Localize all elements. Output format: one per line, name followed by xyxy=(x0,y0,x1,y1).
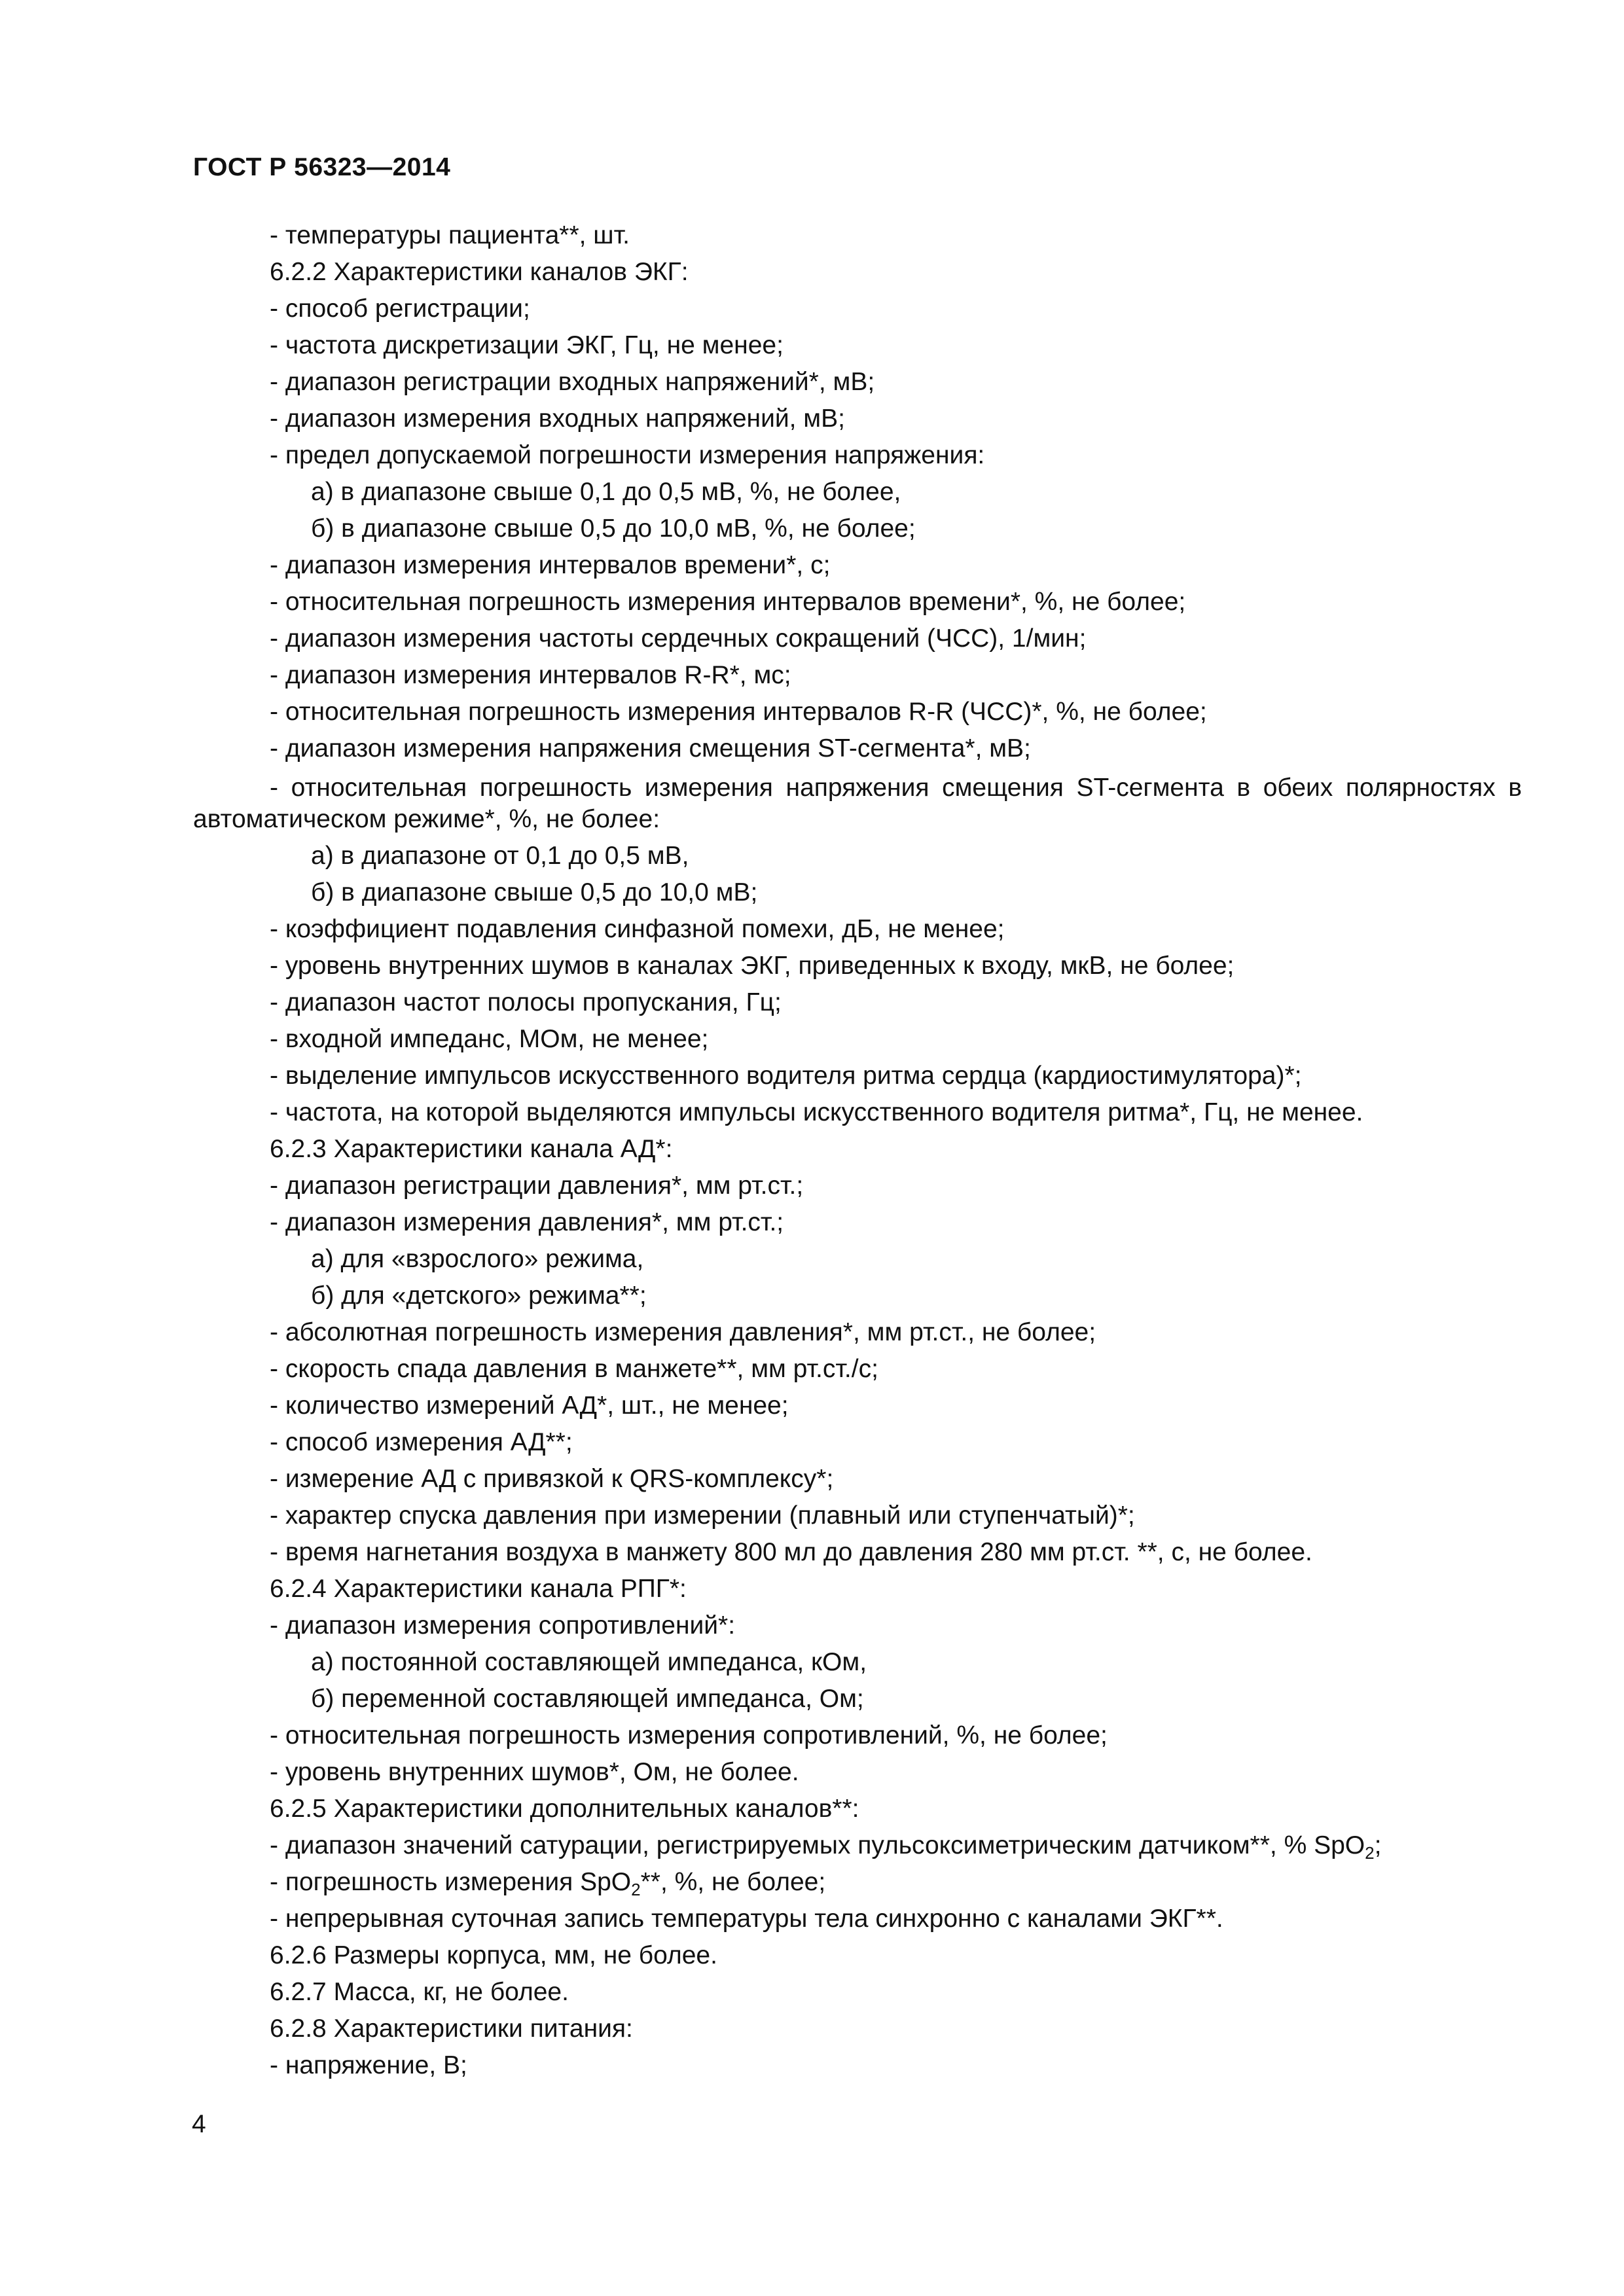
list-item: - частота, на которой выделяются импульсы искусственного водителя ритма*, Гц, не менее. xyxy=(270,1098,1363,1126)
section-heading: 6.2.6 Размеры корпуса, мм, не более. xyxy=(270,1941,717,1969)
list-item: - количество измерений АД*, шт., не менее; xyxy=(270,1391,789,1420)
list-item: - уровень внутренних шумов в каналах ЭКГ, приведенных к входу, мкВ, не более; xyxy=(270,952,1235,980)
list-item: - диапазон измерения интервалов R-R*, мс; xyxy=(270,661,791,689)
section-heading: 6.2.5 Характеристики дополнительных каналов**: xyxy=(270,1795,859,1823)
list-item: - выделение импульсов искусственного водителя ритма сердца (кардиостимулятора)*; xyxy=(270,1062,1302,1090)
sub-list-item: б) переменной составляющей импеданса, Ом; xyxy=(311,1685,864,1713)
section-heading: 6.2.3 Характеристики канала АД*: xyxy=(270,1135,673,1163)
list-item: - измерение АД с привязкой к QRS-комплексу*; xyxy=(270,1465,834,1493)
section-heading: 6.2.7 Масса, кг, не более. xyxy=(270,1978,569,2006)
list-item: - способ измерения АД**; xyxy=(270,1428,573,1456)
list-item: - диапазон регистрации давления*, мм рт.ст.; xyxy=(270,1172,804,1200)
list-item: - характер спуска давления при измерении (плавный или ступенчатый)*; xyxy=(270,1501,1135,1530)
list-item: - погрешность измерения SpO$_2$**, %, не более; xyxy=(270,1868,826,1899)
list-item: - диапазон измерения сопротивлений*: xyxy=(270,1611,736,1640)
list-item: - абсолютная погрешность измерения давления*, мм рт.ст., не более; xyxy=(270,1318,1096,1346)
list-item: - коэффициент подавления синфазной помехи, дБ, не менее; xyxy=(270,915,1005,943)
list-item: - частота дискретизации ЭКГ, Гц, не менее; xyxy=(270,331,784,359)
list-item: - диапазон измерения входных напряжений, мВ; xyxy=(270,404,845,433)
list-item: - относительная погрешность измерения интервалов времени*, %, не более; xyxy=(270,588,1186,616)
sub-list-item: а) в диапазоне от 0,1 до 0,5 мВ, xyxy=(311,842,689,870)
list-item: - уровень внутренних шумов*, Ом, не более. xyxy=(270,1758,799,1786)
list-item: - диапазон измерения напряжения смещения ST-сегмента*, мВ; xyxy=(270,734,1031,762)
document-header: ГОСТ Р 56323—2014 xyxy=(193,153,451,181)
list-item: - способ регистрации; xyxy=(270,295,530,323)
list-item: - диапазон измерения давления*, мм рт.ст.; xyxy=(270,1208,784,1236)
list-item: - входной импеданс, МОм, не менее; xyxy=(270,1025,709,1053)
document-body xyxy=(193,217,1522,2084)
section-heading: 6.2.4 Характеристики канала РПГ*: xyxy=(270,1575,687,1603)
list-item: - время нагнетания воздуха в манжету 800 мл до давления 280 мм рт.ст. **, с, не более. xyxy=(270,1538,1312,1566)
list-item-wrapped: - относительная погрешность измерения напряжения смещения ST-сегмента в обеих полярностях в автоматическом режиме*, %, не более: xyxy=(193,774,1522,833)
list-item: - непрерывная суточная запись температуры тела синхронно с каналами ЭКГ**. xyxy=(270,1905,1223,1933)
list-item: - напряжение, В; xyxy=(270,2051,467,2079)
section-heading: 6.2.2 Характеристики каналов ЭКГ: xyxy=(270,258,689,286)
list-item: - диапазон частот полосы пропускания, Гц; xyxy=(270,988,782,1016)
sub-list-item: б) для «детского» режима**; xyxy=(311,1282,647,1310)
section-heading: 6.2.8 Характеристики питания: xyxy=(270,2015,633,2043)
list-item: - относительная погрешность измерения интервалов R-R (ЧСС)*, %, не более; xyxy=(270,698,1207,726)
list-item: - относительная погрешность измерения сопротивлений, %, не более; xyxy=(270,1721,1108,1749)
sub-list-item: а) постоянной составляющей импеданса, кОм, xyxy=(311,1648,867,1676)
list-item: - скорость спада давления в манжете**, мм рт.ст./с; xyxy=(270,1355,878,1383)
list-item: - диапазон значений сатурации, регистрируемых пульсоксиметрическим датчиком**, % SpO$_2$; xyxy=(270,1831,1382,1863)
list-item: - диапазон измерения частоты сердечных сокращений (ЧСС), 1/мин; xyxy=(270,624,1087,653)
list-item: - предел допускаемой погрешности измерения напряжения: xyxy=(270,441,985,469)
sub-list-item: а) для «взрослого» режима, xyxy=(311,1245,644,1273)
list-item: - диапазон регистрации входных напряжений*, мВ; xyxy=(270,368,875,396)
list-item: - температуры пациента**, шт. xyxy=(270,221,630,249)
sub-list-item: б) в диапазоне свыше 0,5 до 10,0 мВ; xyxy=(311,878,758,906)
sub-list-item: а) в диапазоне свыше 0,1 до 0,5 мВ, %, не более, xyxy=(311,478,901,506)
sub-list-item: б) в диапазоне свыше 0,5 до 10,0 мВ, %, не более; xyxy=(311,514,916,543)
list-item: - диапазон измерения интервалов времени*, с; xyxy=(270,551,831,579)
page-number: 4 xyxy=(192,2110,206,2138)
